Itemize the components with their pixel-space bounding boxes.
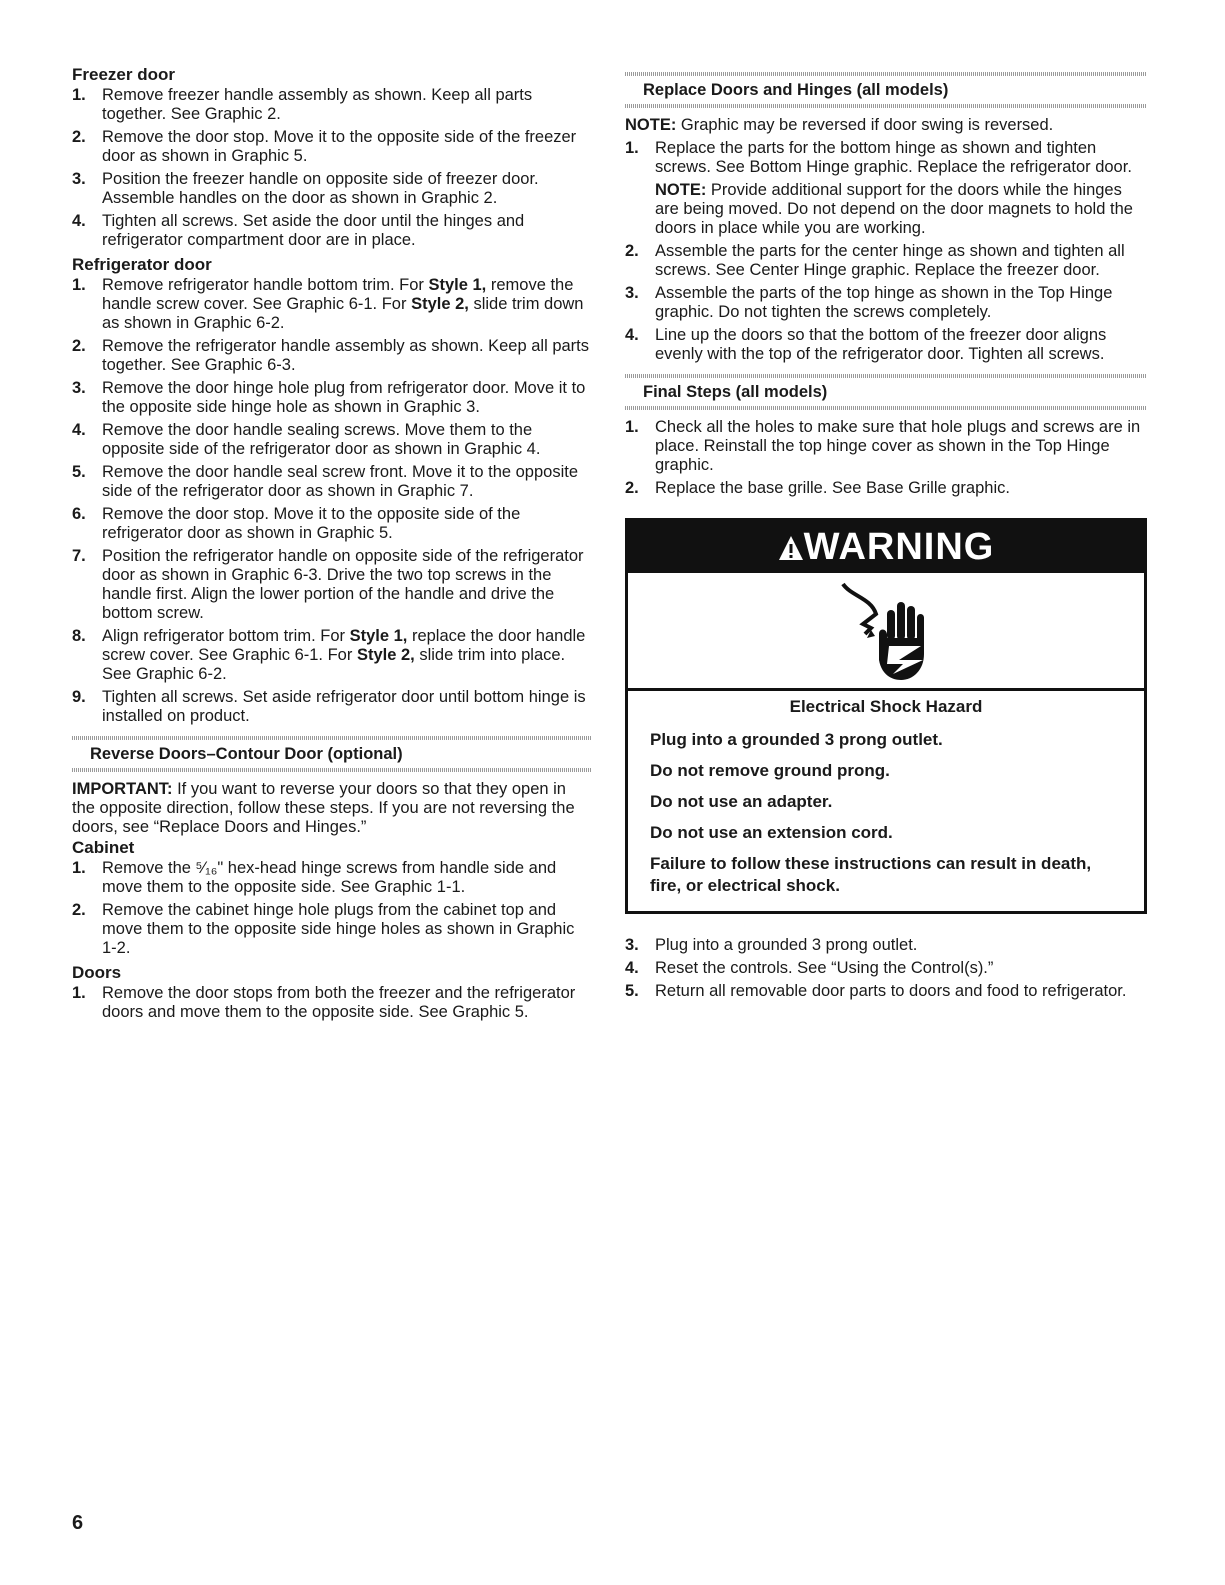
final-steps-list	[625, 418, 1147, 498]
list-item: 2. Replace the base grille. See Base Grille graphic.	[625, 479, 1010, 497]
alert-triangle-icon	[778, 535, 804, 561]
warning-line: Do not use an extension cord.	[650, 823, 893, 842]
list-item: 1. Remove refrigerator handle bottom trim. For Style 1, remove the handle screw cover. See Graphic 6-1. For Style 2, slide trim down as shown in Graphic 6-2.	[72, 276, 584, 332]
final-steps-heading: Final Steps (all models)	[643, 383, 828, 401]
reverse-doors-heading: Reverse Doors–Contour Door (optional)	[90, 745, 403, 763]
important-paragraph: IMPORTANT: If you want to reverse your doors so that they open in the opposite direction, follow these steps. If you are not reversing the doors, see “Replace Doors and Hinges.”	[72, 780, 575, 836]
replace-doors-banner	[625, 72, 1147, 108]
warning-title: WARNING	[803, 526, 995, 568]
warning-line: Do not use an adapter.	[650, 792, 833, 811]
electrical-shock-hand-icon	[831, 576, 941, 686]
list-item: 5. Return all removable door parts to doors and food to refrigerator.	[625, 982, 1127, 1000]
list-item: 1. Remove the ⁵⁄₁₆" hex-head hinge screws from handle side and move them to the opposite side. See Graphic 1-1.	[72, 859, 557, 896]
list-item: 2. Remove the refrigerator handle assembly as shown. Keep all parts together. See Graphic 6-3.	[72, 337, 589, 374]
list-item: 3. Plug into a grounded 3 prong outlet.	[625, 936, 918, 954]
page-number: 6	[72, 1512, 84, 1534]
refrigerator-door-heading: Refrigerator door	[72, 255, 212, 274]
warning-body	[628, 691, 1144, 911]
list-item: 2. Remove the cabinet hinge hole plugs from the cabinet top and move them to the opposite side hinge holes as shown in Graphic 1-2.	[72, 901, 575, 957]
doors-heading: Doors	[72, 963, 122, 982]
list-item: 8. Align refrigerator bottom trim. For Style 1, replace the door handle screw cover. See Graphic 6-1. For Style 2, slide trim into place. See Graphic 6-2.	[72, 627, 586, 683]
refrigerator-steps-list	[72, 276, 592, 726]
replace-doors-heading: Replace Doors and Hinges (all models)	[643, 81, 949, 99]
final-steps-banner	[625, 374, 1147, 410]
list-item: 3. Position the freezer handle on opposite side of freezer door. Assemble handles on the door as shown in Graphic 2.	[72, 170, 539, 207]
sub-note-paragraph: NOTE: Provide additional support for the doors while the hinges are being moved. Do not depend on the door magnets to hold the doors in place while you are working.	[655, 181, 1133, 237]
replace-steps-list	[625, 139, 1147, 364]
after-warning-steps-list	[625, 936, 1147, 1001]
list-item: 7. Position the refrigerator handle on opposite side of the refrigerator door as shown in Graphic 6-3. Drive the two top screws in the handle first. Align the lower portion of the handle and drive the bottom screw.	[72, 547, 584, 622]
warning-icon-area	[628, 573, 1144, 691]
list-item: 1. Replace the parts for the bottom hinge as shown and tighten screws. See Bottom Hinge graphic. Replace the refrigerator door. NOTE: Provide additional support for the doors while the hinges are being moved. Do not depend on the door magnets to hold the doors in place while you are working.	[625, 139, 1147, 238]
list-item: 4. Line up the doors so that the bottom of the freezer door aligns evenly with the top of the refrigerator door. Tighten all screws.	[625, 326, 1107, 363]
list-item: 4. Tighten all screws. Set aside the door until the hinges and refrigerator compartment door are in place.	[72, 212, 525, 249]
reverse-doors-banner	[72, 736, 592, 772]
list-item: 1. Remove the door stops from both the freezer and the refrigerator doors and move them to the opposite side. See Graphic 5.	[72, 984, 576, 1021]
list-item: 5. Remove the door handle seal screw front. Move it to the opposite side of the refrigerator door as shown in Graphic 7.	[72, 463, 579, 500]
note-paragraph: NOTE: Graphic may be reversed if door swing is reversed.	[625, 116, 1054, 134]
hazard-title: Electrical Shock Hazard	[789, 697, 983, 716]
list-item: 2. Remove the door stop. Move it to the opposite side of the freezer door as shown in Graphic 5.	[72, 128, 577, 165]
list-item: 4. Reset the controls. See “Using the Control(s).”	[625, 959, 994, 977]
warning-line: Do not remove ground prong.	[650, 761, 890, 780]
list-item: 3. Remove the door hinge hole plug from refrigerator door. Move it to the opposite side hinge hole as shown in Graphic 3.	[72, 379, 586, 416]
list-item: 3. Assemble the parts of the top hinge as shown in the Top Hinge graphic. Do not tighten the screws completely.	[625, 284, 1113, 321]
doors-steps-list	[72, 984, 592, 1022]
list-item: 2. Assemble the parts for the center hinge as shown and tighten all screws. See Center Hinge graphic. Replace the freezer door.	[625, 242, 1125, 279]
freezer-door-heading: Freezer door	[72, 65, 175, 84]
freezer-steps-list	[72, 86, 592, 250]
warning-line: Plug into a grounded 3 prong outlet.	[650, 730, 943, 749]
right-column	[625, 64, 1147, 1005]
warning-box	[625, 518, 1147, 914]
left-column	[72, 64, 592, 1026]
list-item: 4. Remove the door handle sealing screws. Move them to the opposite side of the refrigerator door as shown in Graphic 4.	[72, 421, 541, 458]
list-item: 1. Check all the holes to make sure that hole plugs and screws are in place. Reinstall the top hinge cover as shown in the Top Hinge graphic.	[625, 418, 1141, 474]
cabinet-steps-list	[72, 859, 592, 958]
list-item: 6. Remove the door stop. Move it to the opposite side of the refrigerator door as shown in Graphic 5.	[72, 505, 521, 542]
cabinet-heading: Cabinet	[72, 838, 135, 857]
warning-line: Failure to follow these instructions can result in death, fire, or electrical shock.	[650, 854, 1092, 895]
warning-header	[628, 521, 1144, 573]
list-item: 9. Tighten all screws. Set aside refrigerator door until bottom hinge is installed on product.	[72, 688, 586, 725]
list-item: 1. Remove freezer handle assembly as shown. Keep all parts together. See Graphic 2.	[72, 86, 533, 123]
